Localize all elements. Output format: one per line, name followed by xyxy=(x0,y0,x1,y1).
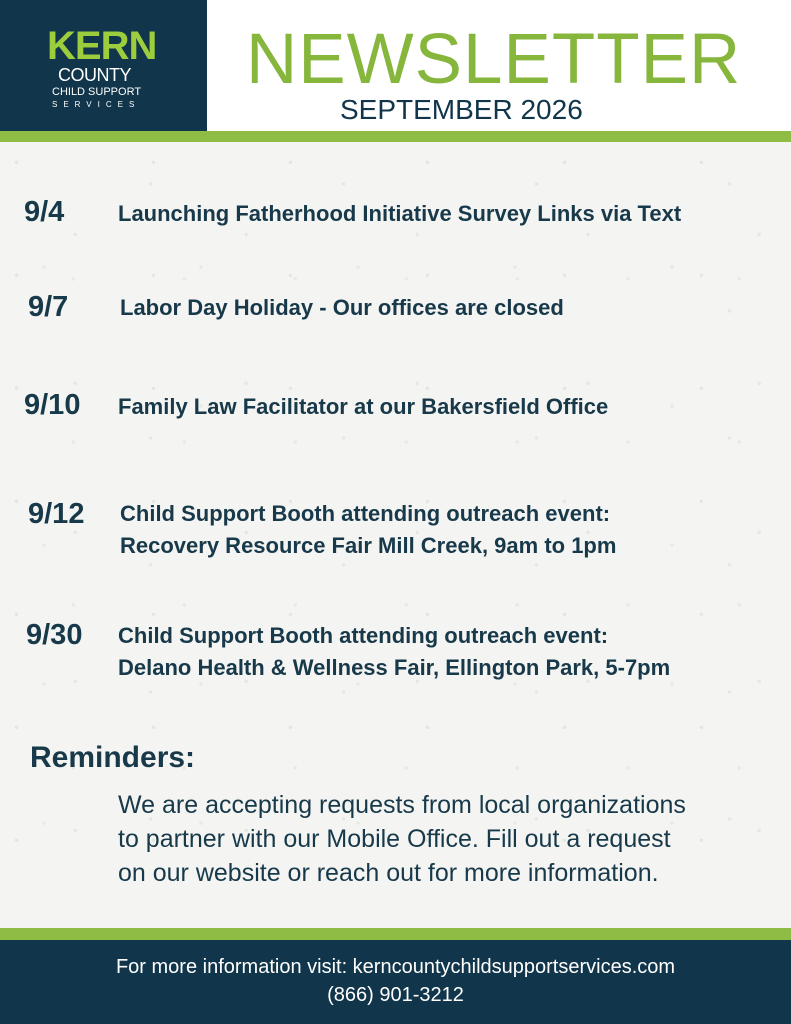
event-line: Child Support Booth attending outreach event: xyxy=(118,623,609,648)
event-date: 9/10 xyxy=(24,389,81,421)
event-date: 9/30 xyxy=(26,619,83,651)
logo-county-text: COUNTY xyxy=(58,65,131,85)
event-date: 9/7 xyxy=(28,291,69,323)
logo-child-support-text: CHILD SUPPORT xyxy=(52,86,142,98)
reminder-line: We are accepting requests from local organizations xyxy=(118,791,686,819)
header-divider xyxy=(0,131,791,142)
newsletter-title: NEWSLETTER xyxy=(246,20,742,99)
reminder-line: to partner with our Mobile Office. Fill out a request xyxy=(118,825,671,853)
event-date: 9/12 xyxy=(28,498,85,530)
event-description xyxy=(118,198,778,230)
event-line: Launching Fatherhood Initiative Survey Links via Text xyxy=(118,201,682,226)
event-line: Family Law Facilitator at our Bakersfield Office xyxy=(118,394,609,419)
event-description xyxy=(118,391,778,423)
reminders-heading: Reminders: xyxy=(30,741,196,774)
logo-kern-text: KERN xyxy=(47,24,157,68)
reminder-line: on our website or reach out for more information. xyxy=(118,859,659,887)
event-line: Delano Health & Wellness Fair, Ellington Park, 5-7pm xyxy=(118,655,671,680)
footer-website-text[interactable]: For more information visit: kerncountychildsupportservices.com xyxy=(115,956,676,978)
footer-phone[interactable]: (866) 901-3212 xyxy=(327,984,464,1006)
event-description xyxy=(120,292,780,324)
logo xyxy=(0,0,207,131)
footer xyxy=(0,940,791,1024)
newsletter-date: SEPTEMBER 2026 xyxy=(340,94,583,125)
event-date: 9/4 xyxy=(24,196,65,228)
event-description xyxy=(120,498,780,562)
event-description xyxy=(118,620,778,684)
event-line: Labor Day Holiday - Our offices are closed xyxy=(120,295,564,320)
logo-services-text: SERVICES xyxy=(52,100,141,109)
reminders-body xyxy=(118,788,778,890)
footer-divider xyxy=(0,928,791,940)
event-line: Recovery Resource Fair Mill Creek, 9am to 1pm xyxy=(120,533,617,558)
event-line: Child Support Booth attending outreach event: xyxy=(120,501,611,526)
